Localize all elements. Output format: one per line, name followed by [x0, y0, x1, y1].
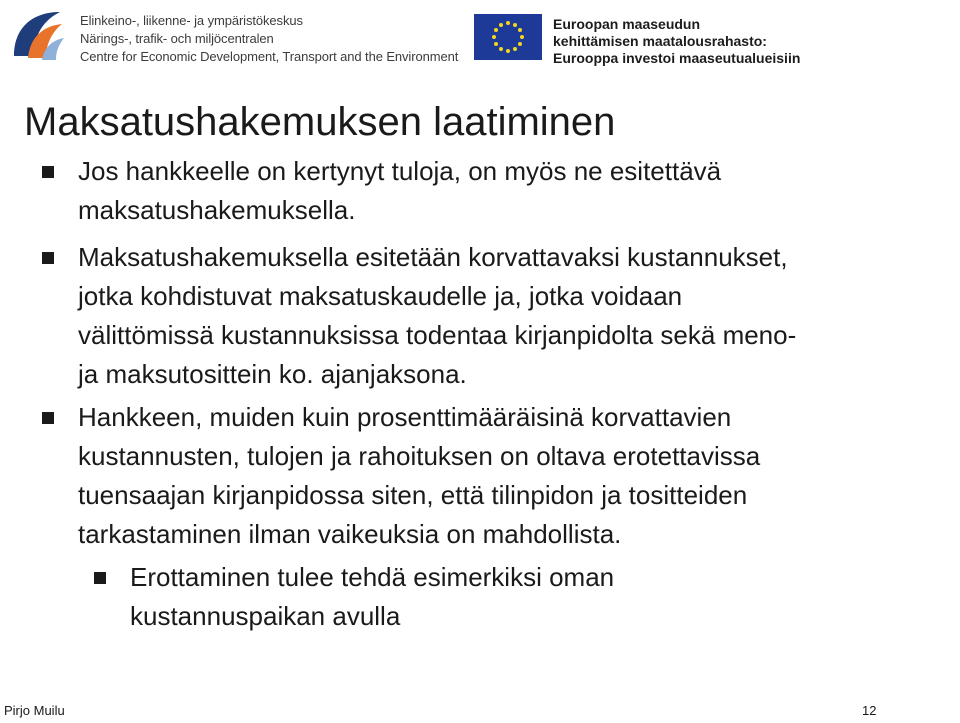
eu-flag-icon: [474, 14, 542, 60]
eu-fund-line-1: Euroopan maaseudun: [553, 16, 701, 32]
ely-organization-name: [80, 12, 458, 66]
ely-name-en: Centre for Economic Development, Transport and the Environment: [80, 49, 459, 64]
ely-name-sv: Närings-, trafik- och miljöcentralen: [80, 31, 274, 46]
bullet-square-icon: [42, 252, 54, 264]
bullet-line: tuensaajan kirjanpidossa siten, että tilinpidon ja tositteiden: [78, 480, 748, 510]
slide-header: [0, 0, 960, 70]
eu-fund-line-3: Eurooppa investoi maaseutualueisiin: [553, 50, 801, 66]
bullet-line: Jos hankkeelle on kertynyt tuloja, on myös ne esitettävä: [78, 156, 722, 186]
bullet-item: [78, 398, 760, 554]
sub-bullet-item: [130, 558, 614, 636]
bullet-line: maksatushakemuksella.: [78, 195, 356, 225]
slide-title: Maksatushakemuksen laatiminen: [24, 100, 616, 144]
ely-name-fi: Elinkeino-, liikenne- ja ympäristökeskus: [80, 13, 303, 28]
ely-logo-icon: [8, 6, 66, 64]
bullet-line: Hankkeen, muiden kuin prosenttimääräisinä korvattavien: [78, 402, 732, 432]
bullet-line: Erottaminen tulee tehdä esimerkiksi oman: [130, 562, 615, 592]
bullet-line: jotka kohdistuvat maksatuskaudelle ja, jotka voidaan: [78, 281, 683, 311]
eu-fund-name: [553, 16, 800, 67]
bullet-line: välittömissä kustannuksissa todentaa kirjanpidolta sekä meno-: [78, 320, 797, 350]
bullet-line: ja maksutosittein ko. ajanjaksona.: [78, 359, 467, 389]
bullet-line: kustannuspaikan avulla: [130, 601, 401, 631]
bullet-item: [78, 152, 721, 230]
bullet-item: [78, 238, 796, 394]
bullet-square-icon: [42, 412, 54, 424]
bullet-line: Maksatushakemuksella esitetään korvattavaksi kustannukset,: [78, 242, 788, 272]
page-number: 12: [862, 703, 877, 718]
bullet-square-icon: [94, 572, 106, 584]
eu-fund-line-2: kehittämisen maatalousrahasto:: [553, 33, 767, 49]
bullet-square-icon: [42, 166, 54, 178]
footer-author: Pirjo Muilu: [4, 703, 65, 718]
bullet-line: tarkastaminen ilman vaikeuksia on mahdollista.: [78, 519, 622, 549]
bullet-line: kustannusten, tulojen ja rahoituksen on oltava erotettavissa: [78, 441, 761, 471]
